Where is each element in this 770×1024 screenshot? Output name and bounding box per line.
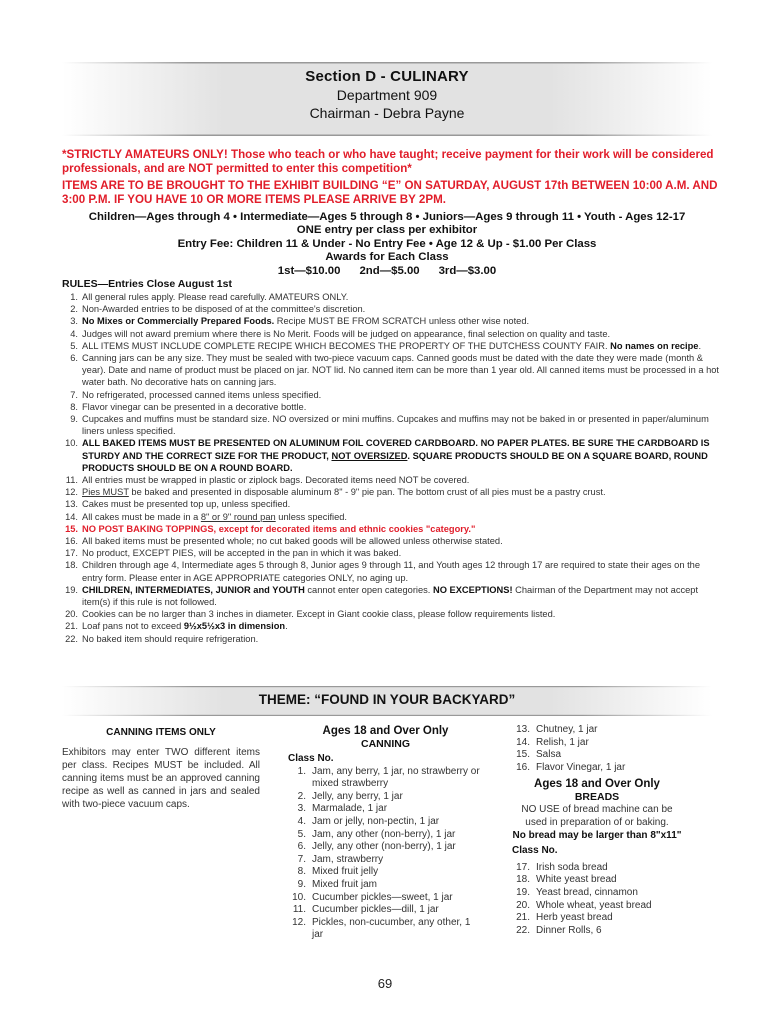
- breads-class-label: Class No.: [512, 845, 558, 857]
- canning-info-column: [62, 727, 260, 811]
- list-item: 6. Jelly, any other (non-berry), 1 jar: [297, 841, 456, 853]
- theme-title: THEME: “FOUND IN YOUR BACKYARD”: [258, 692, 516, 707]
- list-item: 12. Pickles, non-cucumber, any other, 1 jar: [292, 916, 471, 941]
- prizes: 1st—$10.00 2nd—$5.00 3rd—$3.00: [277, 265, 497, 277]
- canning-info-text: Exhibitors may enter TWO different items per class. Recipes MUST be included. All canning items must be an approved canning recipe as well as canned in jars and sealed with two-piece vacuum caps.: [62, 746, 260, 810]
- rule-item: 14. All cakes must be made in a 8" or 9" round pan unless specified.: [65, 511, 348, 522]
- list-item: 16. Flavor Vinegar, 1 jar: [516, 761, 626, 773]
- department: Department 909: [336, 87, 438, 103]
- rule-item: 8. Flavor vinegar can be presented in a decorative bottle.: [70, 401, 307, 412]
- rule-item: 15. NO POST BAKING TOPPINGS, except for decorated items and ethnic cookies "category.": [65, 523, 476, 534]
- items-notice: ITEMS ARE TO BE BROUGHT TO THE EXHIBIT BUILDING “E” ON SATURDAY, AUGUST 17th BETWEEN 10:00 A.M. AND 3:00 P.M. IF YOU HAVE 10 OR MORE ITEMS PLEASE ARRIVE BY 2PM.: [62, 179, 718, 206]
- canning-class-label: Class No.: [288, 753, 334, 764]
- breads-age-heading: Ages 18 and Over Only: [534, 778, 660, 791]
- rules-heading: RULES—Entries Close August 1st: [62, 278, 232, 290]
- breads-subheading: BREADS: [574, 791, 620, 804]
- list-item: 20. Whole wheat, yeast bread: [516, 899, 652, 911]
- rule-item: 12. Pies MUST be baked and presented in disposable aluminum 8" - 9" pie pan. The bottom crust of all pies must be a pastry crust.: [65, 487, 606, 498]
- breads-column: [512, 724, 682, 937]
- theme-banner: [62, 686, 712, 716]
- breads-size-note: No bread may be larger than 8"x11": [512, 829, 682, 841]
- rules-list: [62, 291, 722, 645]
- entry-fee: Entry Fee: Children 11 & Under - No Entry Fee • Age 12 & Up - $1.00 Per Class: [177, 238, 597, 250]
- rule-item: 1. All general rules apply. Please read carefully. AMATEURS ONLY.: [70, 292, 349, 302]
- age-groups: Children—Ages through 4 • Intermediate—Ages 5 through 8 • Juniors—Ages 9 through 11 • Youth - Ages 12-17: [88, 211, 686, 223]
- list-item: 1. Jam, any berry, 1 jar, no strawberry or mixed strawberry: [297, 765, 480, 790]
- list-item: 11. Cucumber pickles—dill, 1 jar: [292, 904, 439, 916]
- rule-item: 16. All baked items must be presented whole; no cut baked goods will be allowed unless otherwise stated.: [65, 536, 503, 547]
- list-item: 14. Relish, 1 jar: [516, 736, 589, 748]
- canning-age-heading: Ages 18 and Over Only: [322, 725, 449, 737]
- rule-item: 20. Cookies can be no larger than 3 inches in diameter. Except in Giant cookie class, please follow requirements listed.: [65, 609, 556, 620]
- one-entry: ONE entry per class per exhibitor: [296, 224, 478, 236]
- list-item: 19. Yeast bread, cinnamon: [516, 886, 638, 898]
- list-item: 5. Jam, any other (non-berry), 1 jar: [297, 828, 456, 840]
- list-item: 3. Marmalade, 1 jar: [297, 803, 388, 815]
- rule-item: 6. Canning jars can be any size. They must be sealed with two-piece vacuum caps. Canned goods must be dated with the date they were made (month & year). Date and name of product must be placed on jar. NOT lid. No canned item can be more than 1 year old. All canned items must be processed in a hot water bath. No decorative hats on canning jars.: [70, 353, 720, 388]
- rule-item: 19. CHILDREN, INTERMEDIATES, JUNIOR and YOUTH cannot enter open categories. NO EXCEPTIONS! Chairman of the Department may not accept item(s) if this rule is not followed.: [65, 584, 699, 608]
- list-item: 10. Cucumber pickles—sweet, 1 jar: [292, 891, 453, 903]
- section-banner: [62, 62, 712, 136]
- list-item: 8. Mixed fruit jelly: [297, 866, 379, 878]
- rule-item: 13. Cakes must be presented top up, unless specified.: [65, 499, 291, 510]
- list-item: 18. White yeast bread: [516, 874, 617, 886]
- rule-item: 11. All entries must be wrapped in plastic or ziplock bags. Decorated items need NOT be covered.: [65, 475, 470, 486]
- list-item: 7. Jam, strawberry: [297, 853, 384, 865]
- page-number: 69: [377, 976, 393, 991]
- rule-item: 9. Cupcakes and muffins must be standard size. NO oversized or mini muffins. Cupcakes and muffins may not be baked in or presented in paper/aluminum liners unless specified.: [70, 414, 709, 437]
- list-item: 17. Irish soda bread: [516, 861, 608, 873]
- rule-item: 7. No refrigerated, processed canned items unless specified.: [70, 389, 322, 400]
- rule-item: 4. Judges will not award premium where there is No Merit. Foods will be judged on appearance, final selection on quality and taste.: [70, 328, 611, 339]
- list-item: 9. Mixed fruit jam: [297, 878, 378, 890]
- canning-class-list: [288, 766, 483, 942]
- section-title: Section D - CULINARY: [305, 68, 469, 85]
- breads-note: NO USE of bread machine can be used in preparation of or baking.: [521, 804, 673, 828]
- list-item: 15. Salsa: [516, 749, 562, 761]
- rule-item: 21. Loaf pans not to exceed 9½x5½x3 in dimension.: [65, 621, 288, 632]
- canning-classes-column: [288, 724, 483, 942]
- rule-item: 18. Children through age 4, Intermediate ages 5 through 8, Junior ages 9 through 11, and Youth ages 12 through 17 are required to state their ages on the entry form. Please enter in AGE APPROPRIATE categories ONLY, no aging up.: [65, 560, 700, 583]
- canning-class-list-continued: [512, 724, 682, 774]
- rule-item: 5. ALL ITEMS MUST INCLUDE COMPLETE RECIPE WHICH BECOMES THE PROPERTY OF THE DUTCHESS COUNTY FAIR. No names on recipe.: [70, 340, 702, 351]
- list-item: 4. Jam or jelly, non-pectin, 1 jar: [297, 815, 440, 827]
- list-item: 22. Dinner Rolls, 6: [516, 924, 602, 936]
- list-item: 21. Herb yeast bread: [516, 912, 613, 924]
- list-item: 2. Jelly, any berry, 1 jar: [297, 790, 403, 802]
- chairman: Chairman - Debra Payne: [309, 105, 465, 121]
- amateurs-notice: *STRICTLY AMATEURS ONLY! Those who teach or who have taught; receive payment for their work will be considered professionals, and are NOT permitted to enter this competition*: [62, 148, 714, 175]
- list-item: 13. Chutney, 1 jar: [516, 724, 598, 735]
- rule-item: 2. Non-Awarded entries to be disposed of at the committee's discretion.: [70, 304, 366, 315]
- rule-item: 17. No product, EXCEPT PIES, will be accepted in the pan in which it was baked.: [65, 548, 402, 559]
- rule-item: 3. No Mixes or Commercially Prepared Foods. Recipe MUST BE FROM SCRATCH unless other wise noted.: [70, 316, 530, 327]
- awards: Awards for Each Class: [325, 251, 449, 263]
- canning-subheading: CANNING: [361, 738, 410, 750]
- rule-item: 10. ALL BAKED ITEMS MUST BE PRESENTED ON ALUMINUM FOIL COVERED CARDBOARD. NO PAPER PLATES. BE SURE THE CARDBOARD IS STURDY AND THE CORRECT SIZE FOR THE PRODUCT, NOT OVERSIZED. SQUARE PRODUCTS SHOULD BE ON A SQUARE BOARD, ROUND PRODUCTS SHOULD BE ON A ROUND BOARD.: [65, 438, 710, 473]
- rule-item: 22. No baked item should require refrigeration.: [65, 633, 259, 644]
- canning-info-heading: CANNING ITEMS ONLY: [106, 727, 216, 738]
- breads-class-list: [512, 862, 682, 938]
